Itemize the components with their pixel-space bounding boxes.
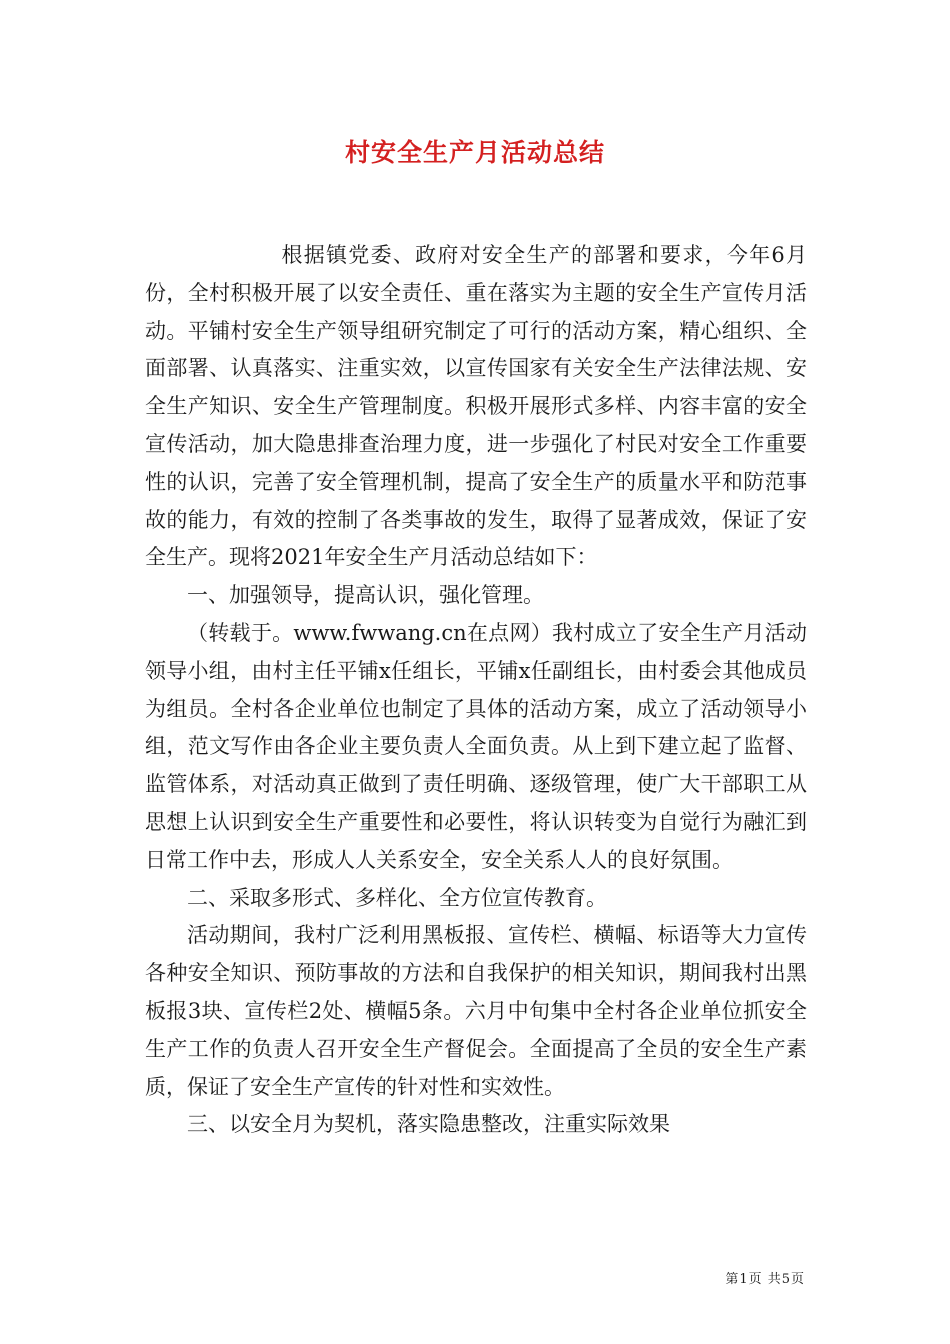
page-title: 村安全生产月活动总结 xyxy=(344,138,605,167)
section-heading-3: 三、以安全月为契机，落实隐患整改，注重实际效果 xyxy=(187,1112,670,1137)
page-number: 第1页 共5页 xyxy=(725,1272,805,1287)
paragraph-intro: 根据镇党委、政府对安全生产的部署和要求，今年6月份，全村积极开展了以安全责任、重在落实为主题的安全生产宣传月活动。平铺村安全生产领导组研究制定了可行的活动方案，精心组织、全面部署、认真落实、注重实效，以宣传国家有关安全生产法律法规、安全生产知识、安全生产管理制度。积极开展形式多样、内容丰富的安全宣传活动，加大隐患排查治理力度，进一步强化了村民对安全工作重要性的认识，完善了安全管理机制，提高了安全生产的质量水平和防范事故的能力，有效的控制了各类事故的发生，取得了显著成效，保证了安全生产。现将2021年安全生产月活动总结如下： xyxy=(145,243,807,570)
section-heading-1: 一、加强领导，提高认识，强化管理。 xyxy=(187,583,544,608)
paragraph-section-1: （转载于。www.fwwang.cn在点网）我村成立了安全生产月活动领导小组，由村主任平铺x任组长，平铺x任副组长，由村委会其他成员为组员。全村各企业单位也制定了具体的活动方案，成立了活动领导小组，范文写作由各企业主要负责人全面负责。从上到下建立起了监督、监管体系，对活动真正做到了责任明确、逐级管理，使广大干部职工从思想上认识到安全生产重要性和必要性，将认识转变为自觉行为融汇到日常工作中去，形成人人关系安全，安全关系人人的良好氛围。 xyxy=(145,620,807,872)
paragraph-section-2: 活动期间，我村广泛利用黑板报、宣传栏、横幅、标语等大力宣传各种安全知识、预防事故的方法和自我保护的相关知识，期间我村出黑板报3块、宣传栏2处、横幅5条。六月中旬集中全村各企业单位抓安全生产工作的负责人召开安全生产督促会。全面提高了全员的安全生产素质，保证了安全生产宣传的针对性和实效性。 xyxy=(145,923,807,1099)
section-heading-2: 二、采取多形式、多样化、全方位宣传教育。 xyxy=(187,885,607,910)
document-body xyxy=(145,237,807,1144)
